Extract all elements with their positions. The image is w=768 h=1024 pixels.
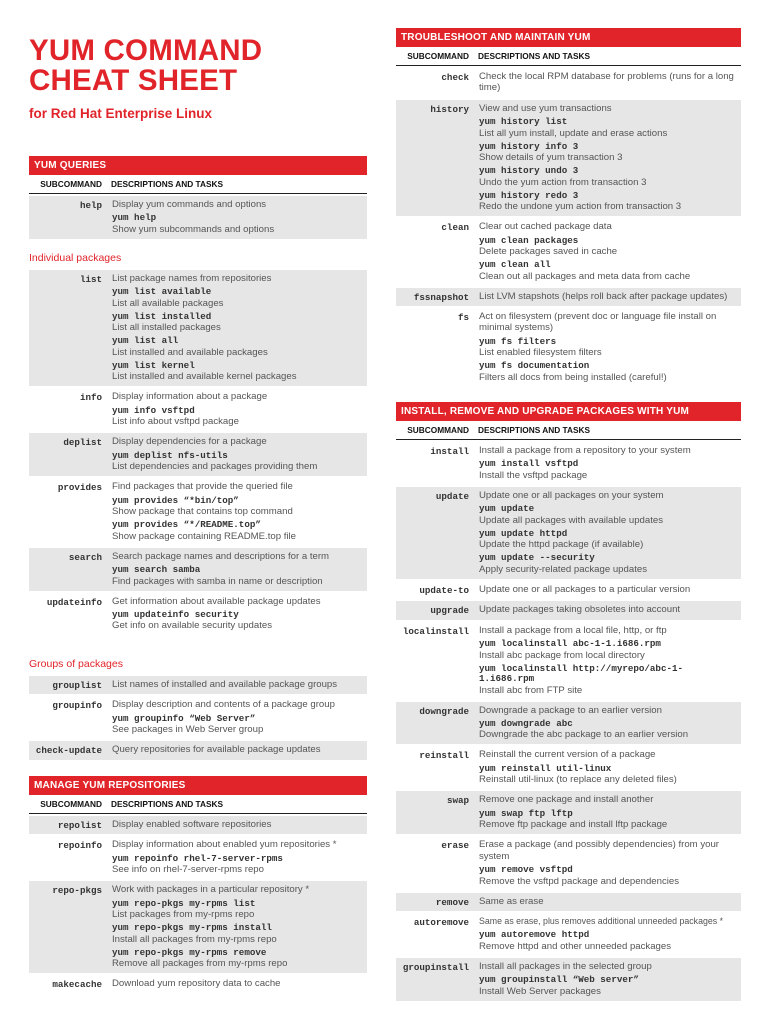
row-cmd: repo-pkgs xyxy=(29,881,108,973)
row-desc: Download yum repository data to cache xyxy=(112,978,281,990)
section-title: YUM QUERIES xyxy=(29,156,367,175)
row-cmd: repolist xyxy=(29,816,108,834)
sub-desc: Remove all packages from my-rpms repo xyxy=(112,958,288,970)
sub-desc: See packages in Web Server group xyxy=(112,724,264,736)
sub-desc: Install the vsftpd package xyxy=(479,469,588,481)
row-cmd: upgrade xyxy=(396,601,475,619)
sub-desc: Show details of yum transaction 3 xyxy=(479,152,623,164)
sub-cmd: yum history redo 3 xyxy=(479,189,579,201)
sub-cmd: yum deplist nfs-utils xyxy=(112,449,228,461)
col-subcommand: SUBCOMMAND xyxy=(407,51,469,61)
row-desc: Update packages taking obsoletes into account xyxy=(479,604,681,616)
sub-desc: Update the httpd package (if available) xyxy=(479,539,644,551)
row-repoinfo xyxy=(29,836,367,879)
row-desc: Work with packages in a particular repository * xyxy=(112,884,310,896)
sub-cmd: yum clean all xyxy=(479,259,551,271)
title-line-2: CHEAT SHEET xyxy=(29,64,238,97)
groups-list xyxy=(29,674,367,760)
section-troubleshoot xyxy=(396,28,741,387)
row-desc: Update one or all packages to a particular version xyxy=(479,583,691,595)
sub-desc: Get info on available security updates xyxy=(112,620,272,632)
sub-cmd: yum localinstall abc-1-1.i686.rpm xyxy=(479,638,661,650)
sub-desc: List all yum install, update and erase actions xyxy=(479,127,668,139)
sub-desc: Undo the yum action from transaction 3 xyxy=(479,176,647,188)
row-cmd: makecache xyxy=(52,979,102,991)
sub-desc: Remove the vsftpd package and dependencies xyxy=(479,875,680,887)
col-subcommand: SUBCOMMAND xyxy=(40,799,102,809)
row-desc: List LVM stapshots (helps roll back after package updates) xyxy=(479,290,728,302)
sub-desc: Filters all docs from being installed (careful!) xyxy=(479,371,667,383)
row-downgrade xyxy=(396,702,741,745)
sub-cmd: yum updateinfo security xyxy=(112,608,239,620)
row-cmd: search xyxy=(29,548,108,591)
sub-desc: List all installed packages xyxy=(112,322,221,334)
col-descriptions: DESCRIPTIONS AND TASKS xyxy=(478,51,591,61)
section-yum-queries xyxy=(29,156,367,239)
sub-desc: Remove ftp package and install lftp package xyxy=(479,819,668,831)
row-desc: Get information about available package updates xyxy=(112,595,321,607)
sub-desc: Update all packages with available updates xyxy=(479,514,664,526)
sub-cmd: yum localinstall http://myrepo/abc-1-1.i686.rpm xyxy=(479,662,683,685)
sub-cmd: yum install vsftpd xyxy=(479,458,579,470)
row-updateinfo xyxy=(29,593,367,636)
row-remove xyxy=(396,893,741,911)
page-subtitle: for Red Hat Enterprise Linux xyxy=(29,106,213,121)
sub-desc: List packages from my-rpms repo xyxy=(112,909,255,921)
row-cmd: remove xyxy=(396,893,475,911)
row-desc: Search package names and descriptions for a term xyxy=(112,550,330,562)
row-provides xyxy=(29,478,367,545)
sub-cmd: yum update xyxy=(479,503,535,515)
row-deplist xyxy=(29,433,367,476)
row-install xyxy=(396,442,741,485)
row-cmd: fssnapshot xyxy=(396,288,475,306)
sub-desc: Redo the undone yum action from transaction 3 xyxy=(479,201,682,213)
row-erase xyxy=(396,836,741,890)
sub-cmd: yum search samba xyxy=(112,564,201,576)
row-cmd: groupinfo xyxy=(52,700,102,712)
row-desc: Clear out cached package data xyxy=(479,221,612,233)
title-line-1: YUM COMMAND xyxy=(29,34,263,67)
row-desc: Erase a package (and possibly dependencies) from your system xyxy=(479,839,719,862)
sub-desc: Find packages with samba in name or description xyxy=(112,575,323,587)
sub-desc: List installed and available packages xyxy=(112,346,268,358)
row-desc: Downgrade a package to an earlier version xyxy=(479,704,662,716)
row-localinstall xyxy=(396,622,741,700)
row-desc: Query repositories for available package updates xyxy=(112,744,321,756)
row-desc: View and use yum transactions xyxy=(479,102,612,114)
row-cmd: grouplist xyxy=(29,676,108,694)
row-search xyxy=(29,548,367,591)
sub-desc: Install abc package from local directory xyxy=(479,649,645,661)
col-descriptions: DESCRIPTIONS AND TASKS xyxy=(111,179,224,189)
row-cmd: reinstall xyxy=(419,750,469,762)
row-history xyxy=(396,100,741,216)
row-cmd: swap xyxy=(396,791,475,834)
row-cmd: autoremove xyxy=(413,916,469,928)
sub-desc: Reinstall util-linux (to replace any deleted files) xyxy=(479,774,677,786)
row-cmd: downgrade xyxy=(396,702,475,745)
row-desc: List package names from repositories xyxy=(112,273,272,284)
individual-packages-list xyxy=(29,268,367,635)
row-cmd: fs xyxy=(457,312,469,324)
col-subcommand: SUBCOMMAND xyxy=(40,179,102,189)
sub-cmd: yum repo-pkgs my-rpms list xyxy=(112,897,256,909)
row-info xyxy=(29,388,367,431)
row-cmd: install xyxy=(430,446,469,457)
row-desc: Display dependencies for a package xyxy=(112,436,267,448)
sub-cmd: yum downgrade abc xyxy=(479,717,573,729)
row-help xyxy=(29,196,367,239)
row-cmd: history xyxy=(396,100,475,216)
row-cmd: groupinstall xyxy=(396,958,475,1001)
sub-cmd: yum info vsftpd xyxy=(112,404,195,416)
sub-desc: Delete packages saved in cache xyxy=(479,246,618,258)
column-header xyxy=(396,421,741,440)
sub-cmd: yum groupinstall “Web server” xyxy=(479,974,639,986)
row-update xyxy=(396,487,741,579)
row-cmd: updateinfo xyxy=(46,596,102,608)
sub-desc: List dependencies and packages providing them xyxy=(112,461,318,473)
row-desc: List names of installed and available package groups xyxy=(112,679,338,690)
col-subcommand: SUBCOMMAND xyxy=(407,425,469,435)
section-title: INSTALL, REMOVE AND UPGRADE PACKAGES WITH YUM xyxy=(396,402,741,421)
sub-desc: Install abc from FTP site xyxy=(479,684,583,696)
sub-desc: Show package that contains top command xyxy=(112,506,293,518)
row-makecache xyxy=(29,975,367,993)
row-desc: Display information about enabled yum repositories * xyxy=(112,839,337,851)
row-desc: Remove one package and install another xyxy=(479,794,654,806)
sub-cmd: yum groupinfo “Web Server” xyxy=(112,712,256,724)
group-title-groups: Groups of packages xyxy=(29,658,123,670)
row-desc: Same as erase, plus removes additional unneeded packages * xyxy=(479,915,724,926)
sub-desc: List info about vsftpd package xyxy=(112,416,239,428)
sub-cmd: yum autoremove httpd xyxy=(479,929,590,941)
row-desc: Reinstall the current version of a package xyxy=(479,749,656,761)
row-autoremove xyxy=(396,913,741,956)
sub-cmd: yum repo-pkgs my-rpms install xyxy=(112,922,272,934)
row-check-update xyxy=(29,741,367,759)
row-cmd: list xyxy=(29,270,108,386)
row-cmd: update-to xyxy=(419,584,469,596)
row-cmd: info xyxy=(79,392,102,404)
sub-desc: Downgrade the abc package to an earlier version xyxy=(479,729,689,741)
column-header xyxy=(29,795,367,814)
row-cmd: localinstall xyxy=(402,625,469,637)
row-desc: Install a package from a repository to your system xyxy=(479,445,691,456)
row-check xyxy=(396,68,741,98)
section-install-remove-upgrade xyxy=(396,402,741,1001)
row-desc: Display enabled software repositories xyxy=(112,819,272,830)
row-swap xyxy=(396,791,741,834)
row-repo-pkgs xyxy=(29,881,367,973)
sub-cmd: yum list installed xyxy=(112,310,212,322)
row-fs xyxy=(396,308,741,387)
sub-cmd: yum list available xyxy=(112,286,212,298)
row-cmd: clean xyxy=(441,222,469,234)
row-desc: Install a package from a local file, http, or ftp xyxy=(479,624,667,636)
sub-cmd: yum provides “*bin/top” xyxy=(112,494,239,506)
row-cmd: check-update xyxy=(29,741,108,759)
sub-cmd: yum repoinfo rhel-7-server-rpms xyxy=(112,852,283,864)
row-desc: Check the local RPM database for problems (runs for a long time) xyxy=(479,71,734,94)
row-desc: Install all packages in the selected group xyxy=(479,960,652,972)
sub-desc: Install all packages from my-rpms repo xyxy=(112,933,277,945)
column-header xyxy=(29,175,367,194)
row-groupinstall xyxy=(396,958,741,1001)
row-desc: Update one or all packages on your system xyxy=(479,489,664,501)
row-desc: Display yum commands and options xyxy=(112,199,267,210)
row-desc: Same as erase xyxy=(479,895,544,907)
sub-desc: Show yum subcommands and options xyxy=(112,223,275,235)
row-repolist xyxy=(29,816,367,834)
group-title-individual: Individual packages xyxy=(29,252,122,264)
row-cmd: check xyxy=(441,72,469,83)
row-desc: Find packages that provide the queried file xyxy=(112,481,293,493)
sub-desc: See info on rhel-7-server-rpms repo xyxy=(112,864,264,876)
sub-cmd: yum update --security xyxy=(479,552,595,564)
sub-cmd: yum swap ftp lftp xyxy=(479,807,573,819)
sub-cmd: yum clean packages xyxy=(479,234,579,246)
sub-cmd: yum fs filters xyxy=(479,335,557,347)
sub-cmd: yum history list xyxy=(479,116,568,128)
sub-desc: List installed and available kernel packages xyxy=(112,371,297,383)
column-header xyxy=(396,47,741,66)
sub-cmd: yum reinstall util-linux xyxy=(479,762,612,774)
sub-desc: List enabled filesystem filters xyxy=(479,347,602,359)
row-cmd: deplist xyxy=(29,433,108,476)
section-title: MANAGE YUM REPOSITORIES xyxy=(29,776,367,795)
row-desc: Display information about a package xyxy=(112,391,268,403)
row-desc: Act on filesystem (prevent doc or language file install on minimal systems) xyxy=(479,311,717,334)
row-list xyxy=(29,270,367,386)
sub-cmd: yum remove vsftpd xyxy=(479,864,573,876)
page-title xyxy=(29,36,262,96)
sub-cmd: yum list kernel xyxy=(112,359,195,371)
row-cmd: repoinfo xyxy=(57,840,102,852)
row-update-to xyxy=(396,581,741,599)
section-manage-repositories xyxy=(29,776,367,994)
row-groupinfo xyxy=(29,696,367,739)
sub-desc: Apply security-related package updates xyxy=(479,563,647,575)
section-title: TROUBLESHOOT AND MAINTAIN YUM xyxy=(396,28,741,47)
sub-cmd: yum repo-pkgs my-rpms remove xyxy=(112,946,267,958)
row-reinstall xyxy=(396,746,741,789)
sub-cmd: yum provides “*/README.top” xyxy=(112,519,261,531)
sub-cmd: yum help xyxy=(112,212,157,224)
sub-desc: List all available packages xyxy=(112,297,224,309)
row-grouplist xyxy=(29,676,367,694)
sub-desc: Clean out all packages and meta data from cache xyxy=(479,270,691,282)
sub-desc: Show package containing README.top file xyxy=(112,530,296,542)
row-clean xyxy=(396,218,741,285)
sub-desc: Remove httpd and other unneeded packages xyxy=(479,940,672,952)
sub-cmd: yum history info 3 xyxy=(479,140,579,152)
sub-cmd: yum fs documentation xyxy=(479,360,590,372)
row-cmd: update xyxy=(396,487,475,579)
row-desc: Display description and contents of a package group xyxy=(112,699,335,711)
sub-cmd: yum history undo 3 xyxy=(479,165,579,177)
row-upgrade xyxy=(396,601,741,619)
sub-cmd: yum list all xyxy=(112,335,179,347)
row-cmd: help xyxy=(29,196,108,239)
row-fssnapshot xyxy=(396,288,741,306)
col-descriptions: DESCRIPTIONS AND TASKS xyxy=(111,799,224,809)
row-cmd: provides xyxy=(57,482,102,494)
sub-cmd: yum update httpd xyxy=(479,527,568,539)
col-descriptions: DESCRIPTIONS AND TASKS xyxy=(478,425,591,435)
sub-desc: Install Web Server packages xyxy=(479,985,601,997)
row-cmd: erase xyxy=(441,840,469,852)
